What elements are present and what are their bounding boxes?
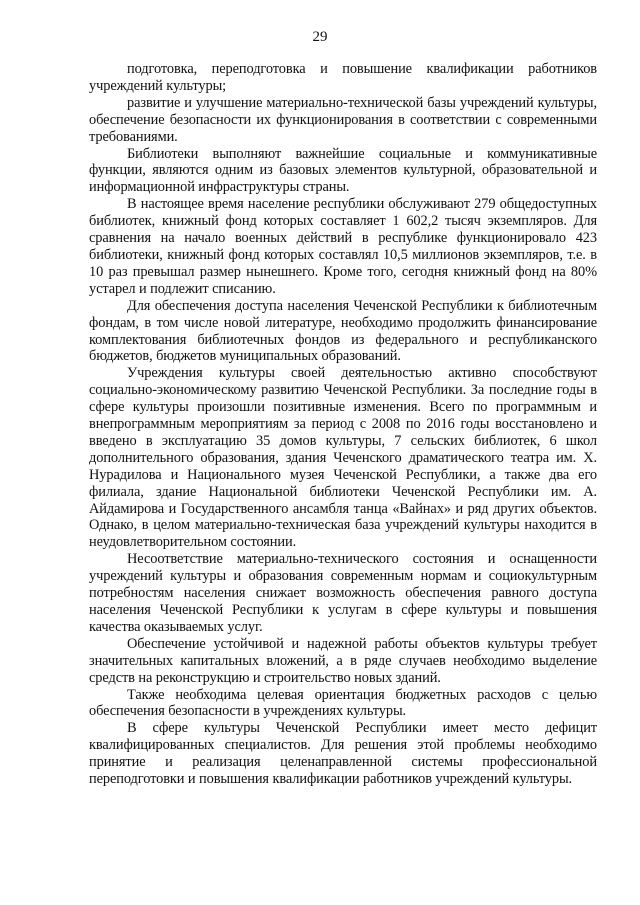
paragraph-9: Также необходима целевая ориентация бюджетных расходов с целью обеспечения безопасности в учреждениях культуры. (89, 686, 597, 720)
paragraph-8: Обеспечение устойчивой и надежной работы объектов культуры требует значительных капитальных вложений, а в ряде случаев необходимо выделение средств на реконструкцию и строительство новых зданий. (89, 635, 597, 686)
paragraph-4: В настоящее время население республики обслуживают 279 общедоступных библиотек, книжный фонд которых составляет 1 602,2 тысяч экземпляров. Для сравнения на начало военных действий в республике функционировало 423 библиотеки, книжный фонд которых составлял 10,5 миллионов экземпляров, т.е. в 10 раз превышал размер нынешнего. Кроме того, сегодня книжный фонд на 80% устарел и подлежит списанию. (89, 196, 597, 297)
paragraph-3: Библиотеки выполняют важнейшие социальные и коммуникативные функции, являются одним из базовых элементов культурной, образовательной и информационной инфраструктуры страны. (89, 145, 597, 196)
paragraph-10: В сфере культуры Чеченской Республики имеет место дефицит квалифицированных специалистов. Для решения этой проблемы необходимо принятие и реализация целенаправленной системы профессиональной переподготовки и повышения квалификации работников учреждений культуры. (89, 720, 597, 788)
paragraph-6: Учреждения культуры своей деятельностью активно способствуют социально-экономическому развитию Чеченской Республики. За последние годы в сфере культуры произошли позитивные изменения. Всего по программным и внепрограммным мероприятиям за период с 2008 по 2016 годы восстановлено и введено в эксплуатацию 35 домов культуры, 7 сельских библиотек, 6 школ дополнительного образования, здания Чеченского драматического театра им. Х. Нурадилова и Национального музея Чеченской Республики, а также два его филиала, здание Национальной библиотеки Чеченской Республики им. А. Айдамирова и Государственного ансамбля танца «Вайнах» и ряд других объектов. Однако, в целом материально-техническая база учреждений культуры находится в неудовлетворительном состоянии. (89, 365, 597, 551)
page-number: 29 (312, 29, 328, 45)
paragraph-2: развитие и улучшение материально-технической базы учреждений культуры, обеспечение безопасности их функционирования в соответствии с современными требованиями. (89, 94, 597, 145)
paragraph-1: подготовка, переподготовка и повышение квалификации работников учреждений культуры; (89, 61, 597, 94)
paragraph-7: Несоответствие материально-технического состояния и оснащенности учреждений культуры и образования современным нормам и социокультурным потребностям населения снижает возможность обеспечения равного доступа населения Чеченской Республики к услугам в сфере культуры и повышения качества оказываемых услуг. (89, 551, 597, 635)
paragraph-5: Для обеспечения доступа населения Чеченской Республики к библиотечным фондам, в том числе новой литературе, необходимо продолжить финансирование комплектования библиотечных фондов из федерального и республиканского бюджетов, бюджетов муниципальных образований. (89, 297, 597, 365)
document-body (89, 61, 597, 788)
